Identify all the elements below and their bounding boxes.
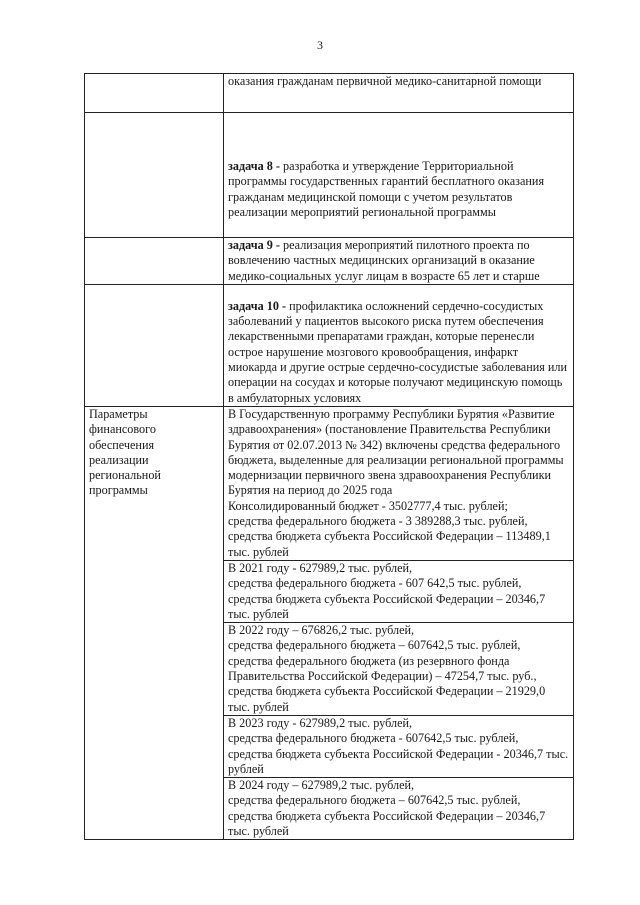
table-row <box>85 113 574 238</box>
task-9-body: реализация мероприятий пилотного проекта по вовлечению частных медицинских организаций в оказание медико-социальных услуг лицам в возрасте 65 лет и старше <box>228 238 540 283</box>
continuation-text: оказания гражданам первичной медико-санитарной помощи <box>228 74 542 88</box>
program-passport-table <box>84 73 574 840</box>
table-row <box>85 238 574 285</box>
page-number: 3 <box>317 38 323 52</box>
task-10-cell <box>224 284 574 406</box>
empty-label-cell <box>85 284 224 406</box>
task-10-text <box>228 299 569 406</box>
finance-label: Параметры финансового обеспечения реализации региональной программы <box>89 406 161 498</box>
table-row <box>85 284 574 406</box>
finance-block-2022 <box>224 623 574 716</box>
finance-total-text: В Государственную программу Республики Бурятия «Развитие здравоохранения» (постановление Правительства Республики Бурятия от 02.07.2013 № 342) включены средства федерального бюджета, выделенные для реализации региональной программы модернизации первичного звена здравоохранения Республики Бурятия на период до 2025 года Консолидированный бюджет - 3502777,4 тыс. рублей; средства федерального бюджета - 3 389288,3 тыс. рублей, средства бюджета субъекта Российской Федерации – 113489,1 тыс. рублей <box>228 406 564 559</box>
table-row <box>85 74 574 113</box>
finance-2021-text: В 2021 году - 627989,2 тыс. рублей, средства федерального бюджета - 607 642,5 тыс. рублей, средства бюджета субъекта Российской Федерации – 20346,7 тыс. рублей <box>228 560 546 621</box>
finance-2024-text: В 2024 году – 627989,2 тыс. рублей, средства федерального бюджета – 607642,5 тыс. рублей, средства бюджета субъекта Российской Федерации – 20346,7 тыс. рублей <box>228 778 546 838</box>
task-8-text <box>228 159 569 220</box>
empty-label-cell <box>85 74 224 113</box>
task-9-label: задача 9 - <box>228 238 280 252</box>
finance-block-total <box>224 406 574 560</box>
finance-2023-text: В 2023 году - 627989,2 тыс. рублей, средства федерального бюджета - 607642,5 тыс. рублей, средства бюджета субъекта Российской Федерации - 20346,7 тыс. рублей <box>228 715 569 776</box>
task-9-text <box>228 238 569 284</box>
task-10-label: задача 10 - <box>228 298 287 313</box>
task-8-body: разработка и утверждение Территориальной программы государственных гарантий бесплатного оказания гражданам медицинской помощи с учетом результатов реализации мероприятий региональной программы <box>228 159 545 219</box>
task-9-cell <box>224 238 574 285</box>
task-8-cell <box>224 113 574 238</box>
task-8-label: задача 8 - <box>228 159 280 173</box>
empty-label-cell <box>85 238 224 285</box>
finance-block-2023 <box>224 715 574 777</box>
finance-2022-text: В 2022 году – 676826,2 тыс. рублей, средства федерального бюджета – 607642,5 тыс. рублей, средства федерального бюджета (из резервного фонда Правительства Российской Федерации) – 47254,7 тыс. руб., средства бюджета субъекта Российской Федерации – 21929,0 тыс. рублей <box>228 623 546 714</box>
task-10-body: профилактика осложнений сердечно-сосудистых заболеваний у пациентов высокого риска путем обеспечения лекарственными препаратами граждан, которые перенесли острое нарушение мозгового кровообращения, инфаркт миокарда и другие острые сердечно-сосудистые заболевания или операции на сосудах и которые получают медицинскую помощь в амбулаторных условиях <box>228 298 568 405</box>
table-row <box>85 406 574 560</box>
finance-block-2021 <box>224 560 574 622</box>
finance-label-cell <box>85 406 224 839</box>
empty-label-cell <box>85 113 224 238</box>
continuation-cell <box>224 74 574 113</box>
finance-block-2024 <box>224 778 574 840</box>
